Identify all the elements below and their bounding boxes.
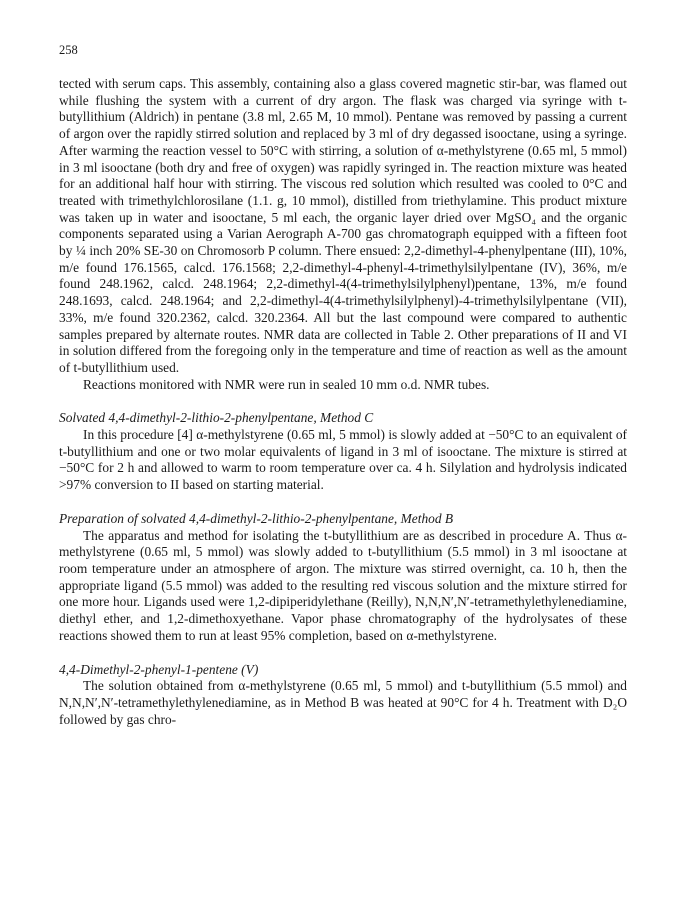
- body-text: [59, 76, 627, 728]
- section-heading-pentene: 4,4-Dimethyl-2-phenyl-1-pentene (V): [59, 661, 259, 677]
- section-heading-method-c: Solvated 4,4-dimethyl-2-lithio-2-phenylpentane, Method C: [59, 410, 374, 426]
- paragraph-method-c: In this procedure [4] α-methylstyrene (0.65 ml, 5 mmol) is slowly added at −50°C to an equivalent of t-butyllithium and one or two molar equivalents of ligand in 3 ml of isooctane. The mixture is stirred at −50°C for 2 h and allowed to warm to room temperature over ca. 4 h. Silylation and hydrolysis indicated >97% conversion to II based on starting material.: [59, 427, 627, 493]
- paragraph-procedure-continued: tected with serum caps. This assembly, containing also a glass covered magnetic stir-bar, was flamed out while flushing the system with a current of dry argon. The flask was charged via syringe with t-butyllithium (Aldrich) in pentane (3.8 ml, 2.65 M, 10 mmol). Pentane was removed by passing a current of argon over the rapidly stirred solution and replaced by 3 ml of dry degassed isooctane, using a syringe. After warming the reaction vessel to 50°C with stirring, a solution of α-methylstyrene (0.65 ml, 5 mmol) in 3 ml isooctane (both dry and free of oxygen) was rapidly syringed in. The reaction mixture was heated for an additional half hour with stirring. The viscous red solution which resulted was cooled to 0°C and treated with trimethylchlorosilane (1.1. g, 10 mmol), distilled from triethylamine. This product mixture was taken up in water and isooctane, 5 ml each, the organic layer dried over MgSO₄ and the organic components separated using a Varian Aerograph A-700 gas chromatograph equipped with a fifteen foot by ¼ inch 20% SE-30 on Chromosorb P column. There ensued: 2,2-dimethyl-4-phenylpentane (III), 10%, m/e found 176.1565, calcd. 176.1568; 2,2-dimethyl-4-phenyl-4-trimethylsilylpentane (IV), 36%, m/e found 248.1962, calcd. 248.1964; 2,2-dimethyl-4(4-trimethylsilylphenyl)pentane, 13%, m/e found 248.1693, calcd. 248.1964; and 2,2-dimethyl-4(4-trimethylsilylphenyl)-4-trimethylsilylpentane (VII), 33%, m/e found 320.2362, calcd. 320.2364. All but the last compound were compared to authentic samples prepared by alternate routes. NMR data are collected in Table 2. Other preparations of II and VI in solution differed from the foregoing only in the temperature and time of reaction as well as the amount of t-butyllithium used.: [59, 76, 627, 375]
- paragraph-nmr-note: Reactions monitored with NMR were run in sealed 10 mm o.d. NMR tubes.: [83, 376, 490, 392]
- section-heading-method-b: Preparation of solvated 4,4-dimethyl-2-lithio-2-phenylpentane, Method B: [59, 510, 454, 526]
- paragraph-method-b: The apparatus and method for isolating the t-butyllithium are as described in procedure A. Thus α-methylstyrene (0.65 ml, 5 mmol) was slowly added to t-butyllithium (5.5 mmol) in 3 ml isooctane at room temperature under an atmosphere of argon. The mixture was stirred overnight, ca. 10 h, then the appropriate ligand (5.5 mmol) was added to the resulting red viscous solution and the mixture stirred for one more hour. Ligands used were 1,2-dipiperidylethane (Reilly), N,N,N′,N′-tetramethylethylenediamine, diethyl ether, and 1,2-dimethoxyethane. Vapor phase chromatography of the hydrolysates of these reactions showed them to run at least 95% completion, based on α-methylstyrene.: [59, 527, 627, 643]
- page-number: 258: [59, 43, 78, 57]
- paragraph-pentene: The solution obtained from α-methylstyrene (0.65 ml, 5 mmol) and t-butyllithium (5.5 mmol) and N,N,N′,N′-tetramethylethylenediamine, as in Method B was heated at 90°C for 4 h. Treatment with D₂O followed by gas chro-: [59, 678, 627, 727]
